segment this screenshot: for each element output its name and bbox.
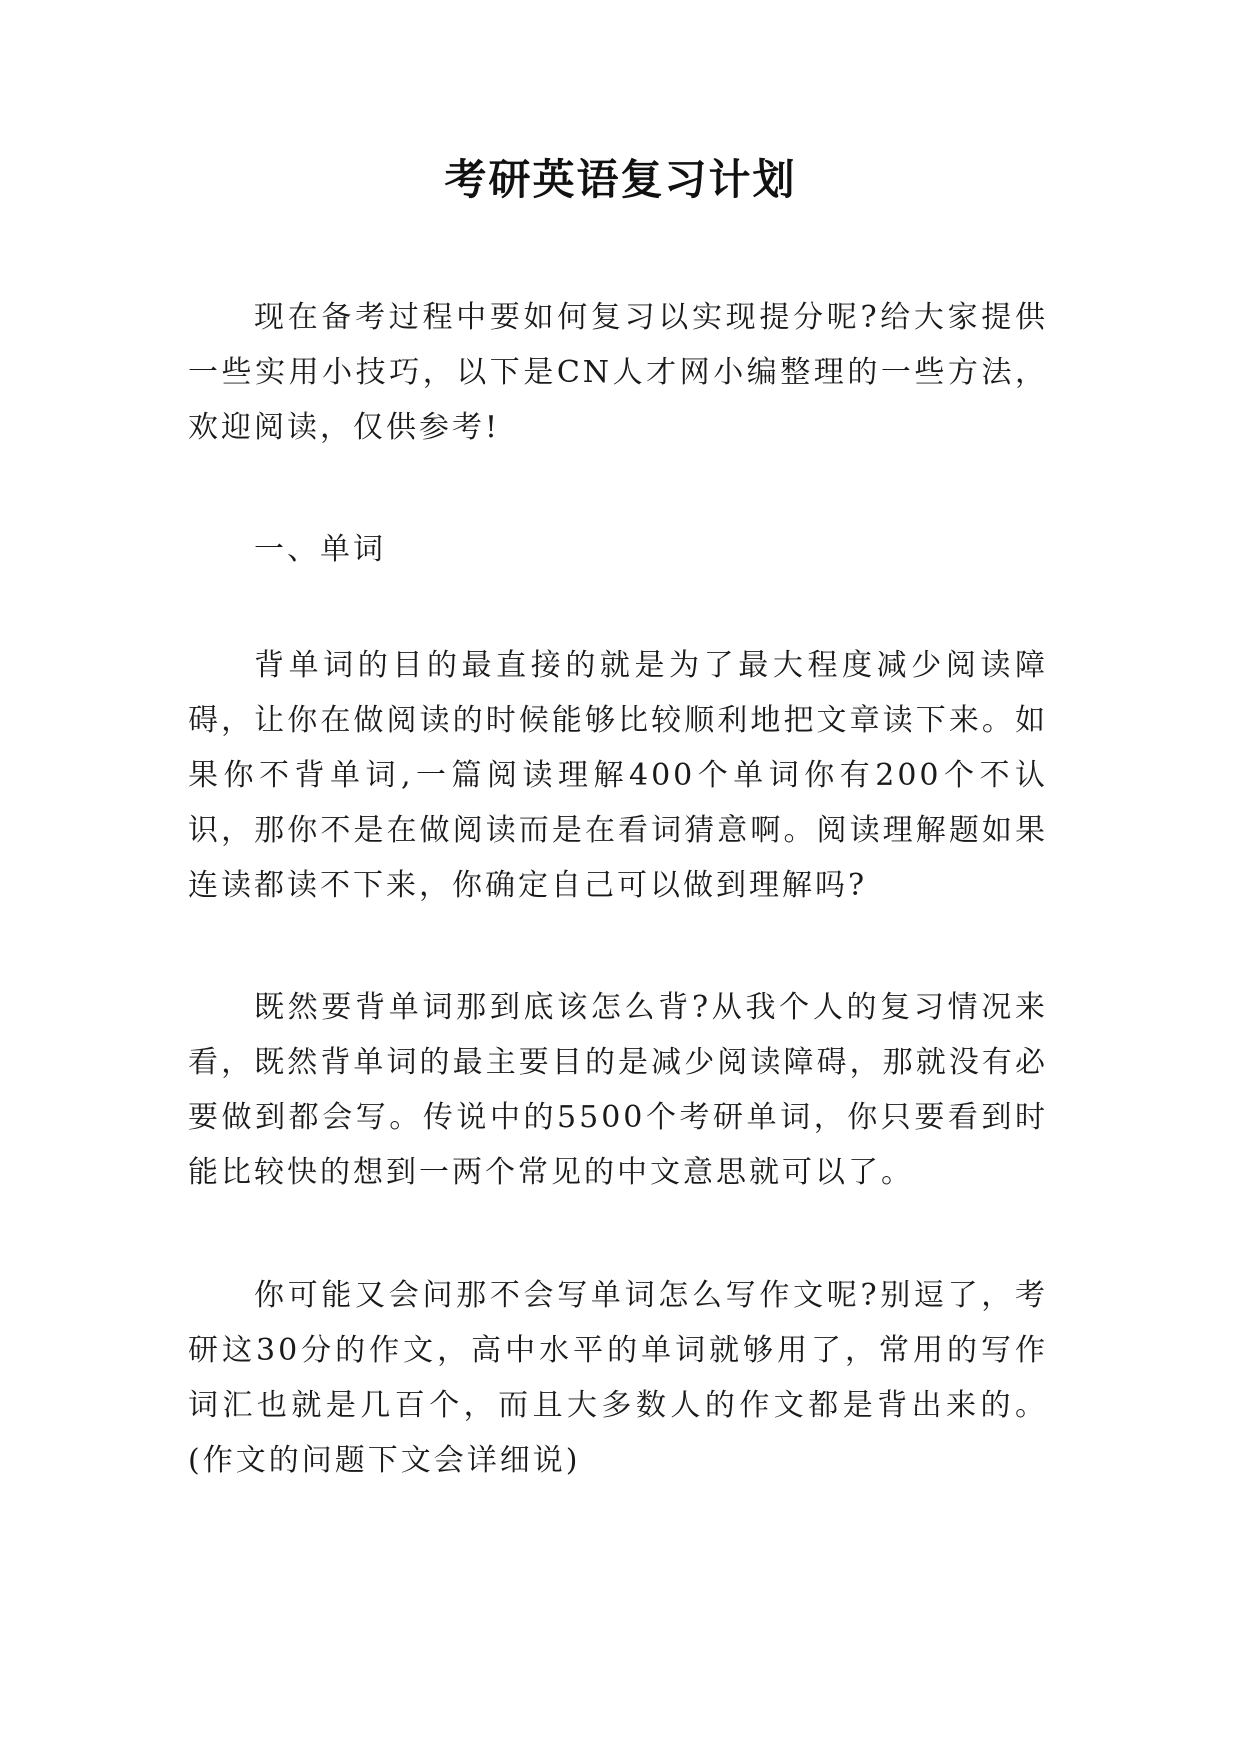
intro-paragraph: 现在备考过程中要如何复习以实现提分呢?给大家提供一些实用小技巧，以下是CN人才网小编整理的一些方法，欢迎阅读，仅供参考! bbox=[188, 300, 1048, 445]
document-title: 考研英语复习计划 bbox=[444, 155, 797, 204]
vocabulary-paragraph-3: 你可能又会问那不会写单词怎么写作文呢?别逗了，考研这30分的作文，高中水平的单词就够用了，常用的写作词汇也就是几百个，而且大多数人的作文都是背出来的。(作文的问题下文会详细说) bbox=[188, 1278, 1048, 1478]
vocabulary-paragraph-2: 既然要背单词那到底该怎么背?从我个人的复习情况来看，既然背单词的最主要目的是减少阅读障碍，那就没有必要做到都会写。传说中的5500个考研单词，你只要看到时能比较快的想到一两个常见的中文意思就可以了。 bbox=[188, 990, 1048, 1190]
section-heading-vocabulary: 一、单词 bbox=[254, 532, 386, 567]
vocabulary-paragraph-1: 背单词的目的最直接的就是为了最大程度减少阅读障碍，让你在做阅读的时候能够比较顺利地把文章读下来。如果你不背单词,一篇阅读理解400个单词你有200个不认识，那你不是在做阅读而是在看词猜意啊。阅读理解题如果连读都读不下来，你确定自己可以做到理解吗? bbox=[188, 648, 1048, 903]
